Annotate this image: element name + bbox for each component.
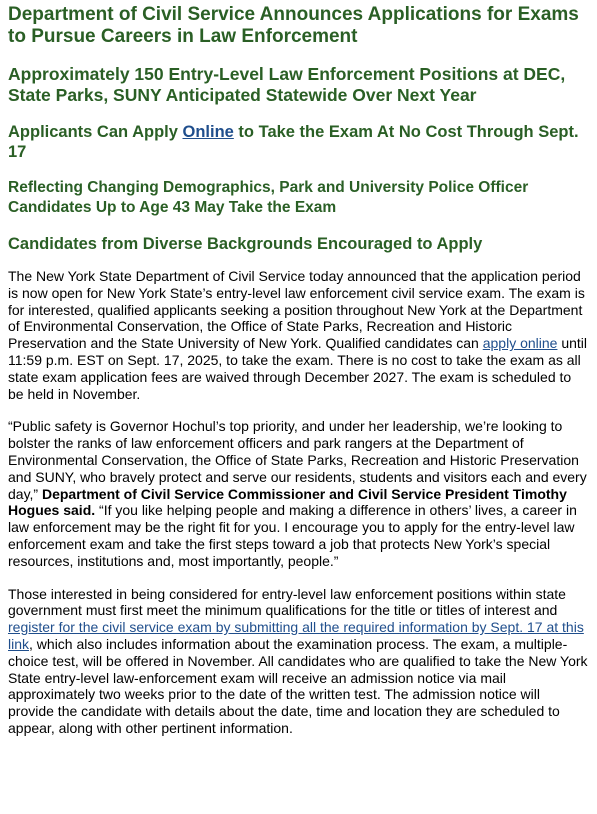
- paragraph-announcement-text-after: until 11:59 p.m. EST on Sept. 17, 2025, to take the exam. There is no cost to take the exam as all state exam application fees are waived through December 2027. The exam is scheduled to be held in November.: [8, 335, 588, 402]
- paragraph-quote-text-before: “Public safety is Governor Hochul’s top priority, and under her leadership, we’re looking to bolster the ranks of law enforcement officers and park rangers at the Department of Environmental Conservation, the Office of State Parks, Recreation and Historic Preservation and SUNY, who bravely protect and serve our residents, students and visitors each and every day,”: [8, 418, 587, 502]
- subheadline-apply: [8, 122, 589, 162]
- quote-attribution: Department of Civil Service Commissioner and Civil Service President Timothy Hogues said.: [8, 485, 567, 519]
- main-headline: Department of Civil Service Announces Applications for Exams to Pursue Careers in Law Enforcement: [8, 4, 579, 47]
- paragraph-registration-text-after: , which also includes information about the examination process. The exam, a multiple-choice test, will be offered in November. All candidates who are qualified to take the New York State entry-level law-enforcement exam will receive an admission notice via mail approximately two weeks prior to the date of the written test. The admission notice will provide the candidate with details about the date, time and location they are scheduled to appear, along with other pertinent information.: [8, 635, 588, 736]
- paragraph-announcement-text-before: The New York State Department of Civil Service today announced that the application period is now open for New York State’s entry-level law enforcement civil service exam. The exam is for interested, qualified applicants seeking a position throughout New York at the Department of Environmental Conservation, the Office of State Parks, Recreation and Historic Preservation and the State University of New York. Qualified candidates can: [8, 268, 585, 352]
- paragraph-registration: [8, 586, 589, 737]
- apply-online-link[interactable]: apply online: [482, 335, 558, 352]
- register-exam-link[interactable]: register for the civil service exam by submitting all the required information by Sept. 17 at this link: [8, 619, 584, 652]
- subheadline-apply-text-after: to Take the Exam At No Cost Through Sept. 17: [8, 123, 579, 161]
- paragraph-quote: [8, 418, 589, 569]
- subheadline-apply-text-before: Applicants Can Apply: [8, 123, 183, 141]
- paragraph-announcement: [8, 268, 589, 402]
- online-link[interactable]: Online: [182, 123, 234, 141]
- subheadline-diverse: Candidates from Diverse Backgrounds Encouraged to Apply: [8, 235, 483, 253]
- subheadline-positions: Approximately 150 Entry-Level Law Enforcement Positions at DEC, State Parks, SUNY Anticipated Statewide Over Next Year: [8, 64, 566, 105]
- paragraph-registration-text-before: Those interested in being considered for entry-level law enforcement positions within state government must first meet the minimum qualifications for the title or titles of interest and: [8, 585, 566, 619]
- subheadline-demographics: Reflecting Changing Demographics, Park and University Police Officer Candidates Up to Age 43 May Take the Exam: [8, 179, 529, 216]
- paragraph-quote-text-after: “If you like helping people and making a difference in others’ lives, a career in law enforcement may be the right fit for you. I encourage you to apply for the entry-level law enforcement exam and take the first steps toward a job that protects New York’s special resources, institutions and, most importantly, people.”: [8, 502, 577, 569]
